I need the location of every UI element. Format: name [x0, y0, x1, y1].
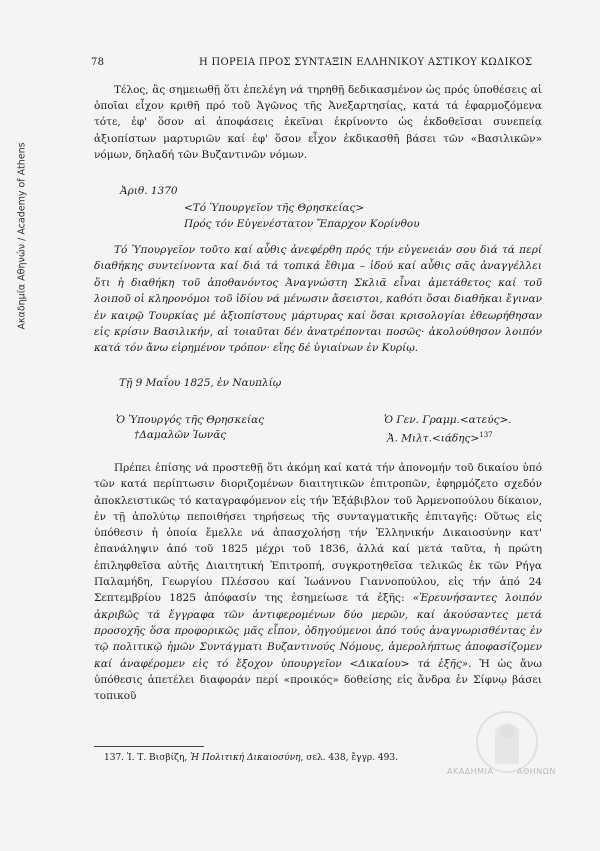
footnote-author: Ἰ. Τ. Βισβίζη, — [126, 753, 191, 763]
academy-watermark-emblem — [447, 702, 567, 792]
page-number: 78 — [91, 57, 105, 68]
page-header — [91, 57, 543, 71]
intro-paragraph: Τέλος, ἂς σημειωθῇ ὅτι ἐπελέγη νά τηρηθῇ δεδικασμένον ὡς πρός ὑποθέσεις αἱ ὁποῖαι εἶχον κριθῆ πρό τοῦ Ἀγῶνος τῆς Ἀνεξαρτησίας, κατά τά ἐφαρμοζόμενα τότε, ἐφ' ὅσον αἱ ἀποφάσεις ἐκεῖναι ἐκρίνοντο ὡς ἐκδοθεῖσαι συνεπείᾳ ἀξιοπίστων μαρτυριῶν καί ἐφ' ὅσον εἶχον ἐκδικασθῆ βάσει τῶν «Βασιλικῶν» νόμων, δηλαδή τῶν Βυζαντινῶν νόμων. — [94, 84, 542, 161]
document-number: Ἀριθ. 1370 — [120, 185, 178, 197]
signature-left-name: †Δαμαλῶν Ἰωνᾶς — [134, 429, 227, 441]
running-head: Η ΠΟΡΕΙΑ ΠΡΟΣ ΣΥΝΤΑΞΙΝ ΕΛΛΗΝΙΚΟΥ ΑΣΤΙΚΟΥ ΚΩΔΙΚΟΣ — [199, 57, 533, 68]
signature-left — [116, 413, 264, 443]
footnote-title: Ἡ Πολιτική Δικαιοσύνη — [190, 753, 301, 763]
watermark-left-label: ΑΚΑΔΗΜΙΑ — [447, 767, 494, 776]
document-dateline: Τῇ 9 Μαΐου 1825, ἐν Ναυπλίῳ — [119, 377, 282, 389]
signature-right-title: Ὁ Γεν. Γραμμ.<ατεύς>. — [384, 414, 512, 426]
watermark-right-label: ΑΘΗΝΩΝ — [517, 767, 556, 776]
document-recipient: Πρός τόν Εὐγενέστατον Ἔπαρχον Κορίνθου — [184, 218, 420, 230]
signature-left-title: Ὁ Ὑπουργός τῆς Θρησκείας — [116, 414, 265, 426]
decision-quote: «Ἐρευνήσαντες λοιπόν ἀκριβῶς τά ἔγγραφα τῶν ἀντιφερομένων δύο μερῶν, καί ἀκούσαντες μετά προσοχῆς ὅσα προφορικῶς μᾶς εἶπον, ὁδηγούμενοι ἀπό τούς ἀναγνωρισθέντας ἐν τῷ πολιτικῷ ἡμῶν Συντάγματι Βυζαντινούς Νόμους, ἀμερολήπτως ἀποφασίζομεν καί ἀναφέρομεν εἰς τό ἔξοχον ὑπουργεῖον <Δικαίου> τά ἑξῆς». — [94, 592, 542, 670]
footnote-divider — [94, 746, 204, 747]
signature-right-name-line — [384, 428, 512, 447]
main-paragraph — [94, 460, 542, 704]
signature-right — [384, 413, 512, 447]
footnote-details: , σελ. 438, ἔγγρ. 493. — [300, 753, 398, 763]
footnote-number: 137. — [104, 753, 125, 763]
document-body: Τό Ὑπουργεῖον τοῦτο καί αὖθις ἀνεφέρθη πρός τήν εὐγενειάν σου διά τά περί διαθήκης συντείνοντα καί διά τά τοπικά ἔθιμα – ἰδού καί αὖθις σᾶς ἀναγγέλλει ὅτι ἡ διαθήκη τοῦ ἀποθανόντος Ἀναγνώστη Σκλιᾶ εἶναι ἀμετάθετος καί τοῦ λοιποῦ οἱ κληρονόμοι τοῦ ἰδίου νά μένωσιν ἄσειστοι, καθότι ὅσαι διαθῆκαι ἔγιναν ἐν καιρῷ Τουρκίας μέ ἀξιοπίστους μάρτυρας καί ὅσαι κρισολογίαι ἐθεωρήθησαν εἰς κρίσιν Βασιλικήν, αἱ τοιαῦται δέν ἀνατρέπονται ποσῶς· ἀκολούθησον λοιπόν κατά τόν ἄνω εἰρημένον τρόπον· εἴης δέ ὑγιαίνων ἐν Κυρίῳ. — [94, 244, 542, 355]
footnote — [104, 753, 398, 763]
document-sender: <Τό Ὑπουργεῖον τῆς Θρησκείας> — [184, 202, 365, 214]
main-paragraph-continuation: Ἡ ὡς ἄνω ὑπόθεσις ἀπετέλει διαφοράν περί «προικός» δοθείσης εἰς ἄνδρα ἐν Σίφνῳ βάσει τοπικοῦ — [94, 657, 542, 703]
footnote-reference[interactable]: 137 — [479, 431, 493, 439]
main-paragraph-text: Πρέπει ἐπίσης νά προστεθῇ ὅτι ἀκόμη καί κατά τήν ἀπονομήν τοῦ δικαίου ὑπό τῶν κατά περίπτωσιν διοριζομένων διαιτητικῶν ἐπιτροπῶν, ἐφηρμόζετο σχεδόν ἀποκλειστικῶς τό καταγραφόμενον εἰς τήν Ἑξάβιβλον τοῦ Ἀρμενοπούλου δίκαιον, ἐν τῇ ἀπολύτῳ πεποιθήσει τηρήσεως τῆς συνταγματικῆς ἐπιταγῆς: Οὕτως εἰς ὑπόθεσιν ἡ ὁποία ἔμελλε νά ἀπασχολήσῃ τήν Ἑλληνικήν Δικαιοσύνην κατ' ἐπανάληψιν ἀπό τοῦ 1825 μέχρι τοῦ 1836, ἀλλά καί μετά ταῦτα, ἡ πρώτη ἐπιληφθεῖσα αὐτῆς Διαιτητική Ἐπιτροπή, συγκροτηθεῖσα τελικῶς ἐκ τῶν Ρήγα Παλαμήδη, Γεωργίου Πλέσσου καί Ἰωάννου Γιαννοπούλου, εἰς τήν ἀπό 24 Σεπτεμβρίου 1825 ἀπόφασίν της ἐσημείωσε τά ἑξῆς: — [94, 462, 542, 605]
signature-right-name: Ἀ. Μιλτ.<ιάδης> — [387, 432, 480, 445]
archive-side-label: Ακαδημία Αθηνών / Academy of Athens — [16, 142, 28, 330]
